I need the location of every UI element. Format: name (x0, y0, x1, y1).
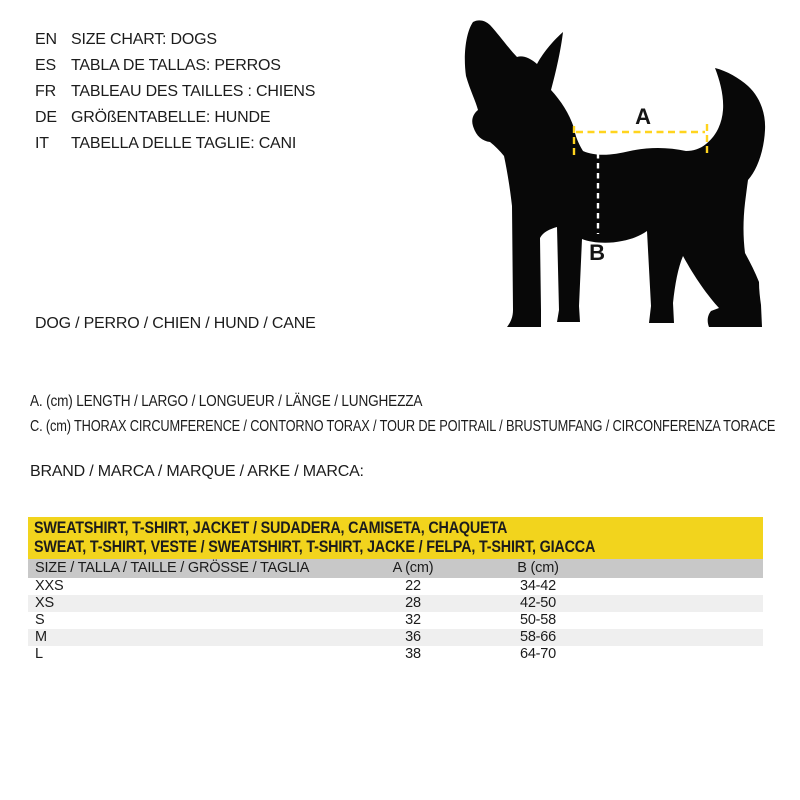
cell-size: M (35, 629, 47, 645)
cell-a-value: 32 (405, 612, 421, 628)
legend-thorax-line: C. (cm) THORAX CIRCUMFERENCE / CONTORNO TORAX / TOUR DE POITRAIL / BRUSTUMFANG / CIRCONFERENZA TORACE (30, 418, 776, 435)
size-column-header: SIZE / TALLA / TAILLE / GRÖSSE / TAGLIA (35, 560, 310, 576)
language-title: TABLA DE TALLAS: PERROS (71, 57, 281, 74)
cell-b-value: 50-58 (519, 612, 557, 628)
b-column-header: B (cm) (517, 560, 559, 576)
size-table (28, 517, 763, 663)
table-row (28, 578, 763, 595)
language-code: ES (35, 57, 56, 74)
language-title: TABELLA DELLE TAGLIE: CANI (71, 135, 297, 152)
table-row (28, 595, 763, 612)
measure-a-label: A (635, 104, 651, 129)
language-code: DE (35, 109, 57, 126)
cell-a-value: 28 (405, 595, 421, 611)
cell-a-value: 38 (405, 646, 421, 662)
language-code: FR (35, 83, 56, 100)
cell-a-value: 36 (405, 629, 421, 645)
language-title-list (35, 27, 315, 157)
dog-silhouette-icon (465, 20, 765, 327)
language-title: GRÖßENTABELLE: HUNDE (71, 109, 271, 126)
language-code: IT (35, 135, 49, 152)
dog-measurement-diagram (440, 10, 800, 340)
brand-line: BRAND / MARCA / MARQUE / ARKE / MARCA: (30, 463, 364, 480)
a-column-header: A (cm) (392, 560, 434, 576)
cell-b-value: 58-66 (519, 629, 557, 645)
language-row (35, 27, 315, 53)
language-title: SIZE CHART: DOGS (71, 31, 217, 48)
cell-b-value: 42-50 (519, 595, 557, 611)
table-body (28, 578, 763, 663)
cell-b-value: 64-70 (519, 646, 557, 662)
animal-caption: DOG / PERRO / CHIEN / HUND / CANE (35, 315, 316, 332)
table-row (28, 629, 763, 646)
cell-size: XS (35, 595, 54, 611)
measure-b-label: B (589, 240, 605, 265)
cell-a-value: 22 (405, 578, 421, 594)
legend-length-line: A. (cm) LENGTH / LARGO / LONGUEUR / LÄNGE / LUNGHEZZA (30, 393, 423, 410)
garment-type-banner (28, 517, 763, 559)
language-row (35, 53, 315, 79)
table-header-row (28, 559, 763, 578)
language-row (35, 79, 315, 105)
cell-size: S (35, 612, 45, 628)
banner-line-1: SWEATSHIRT, T-SHIRT, JACKET / SUDADERA, CAMISETA, CHAQUETA (34, 519, 508, 537)
banner-line-2: SWEAT, T-SHIRT, VESTE / SWEATSHIRT, T-SHIRT, JACKE / FELPA, T-SHIRT, GIACCA (34, 538, 596, 556)
cell-size: L (35, 646, 43, 662)
cell-size: XXS (35, 578, 64, 594)
language-row (35, 131, 315, 157)
table-row (28, 612, 763, 629)
language-code: EN (35, 31, 57, 48)
table-row (28, 646, 763, 663)
cell-b-value: 34-42 (519, 578, 557, 594)
language-title: TABLEAU DES TAILLES : CHIENS (71, 83, 316, 100)
language-row (35, 105, 315, 131)
